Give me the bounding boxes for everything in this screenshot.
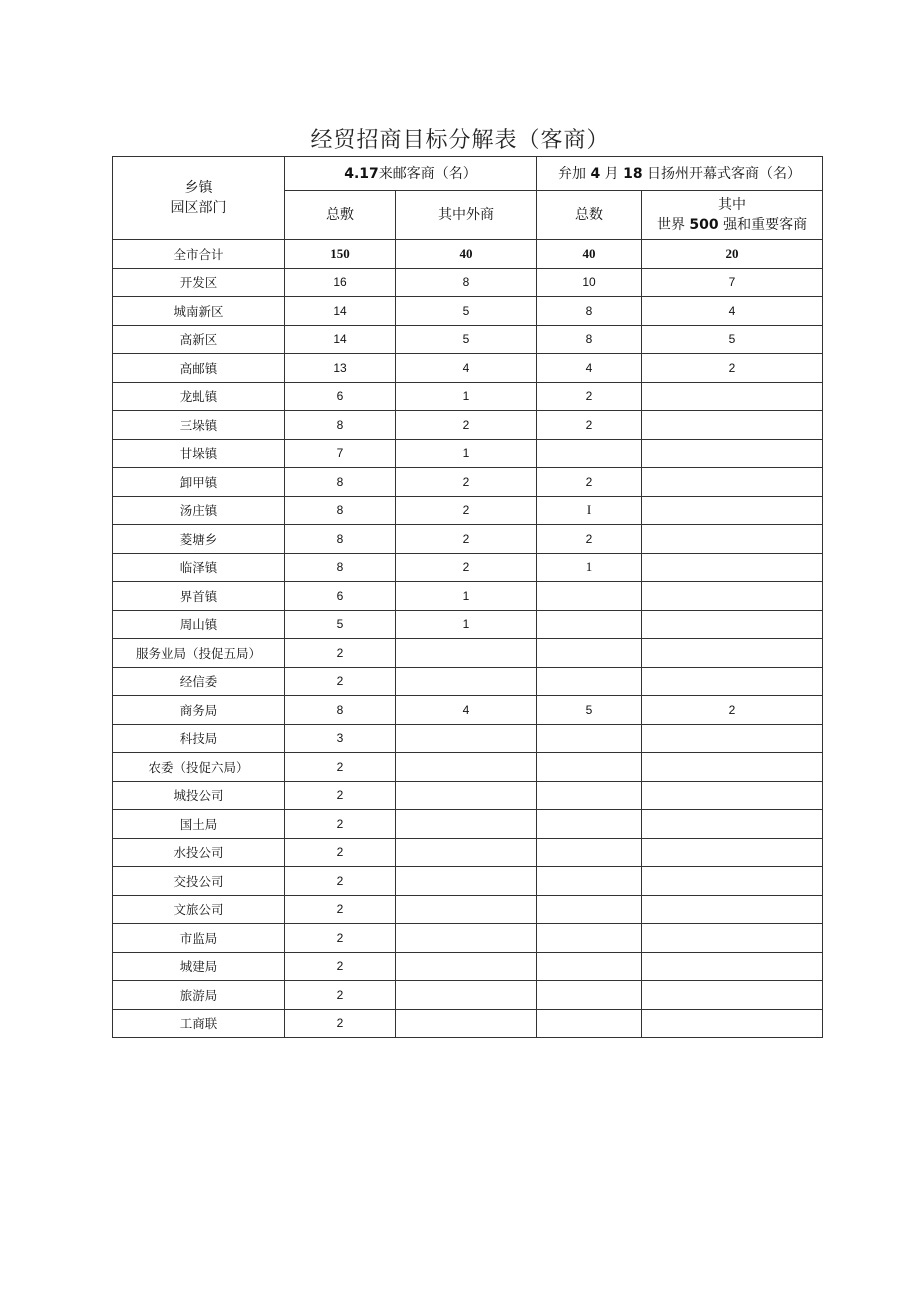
table-row [113,753,823,782]
cell-visit-total: 2 [285,753,396,782]
cell-visit-total: 2 [285,952,396,981]
table-row [113,268,823,297]
row-label: 工商联 [113,1009,285,1038]
cell-visit-foreign [396,724,537,753]
header-group-visiting-text: 来邮客商（名） [378,165,477,182]
cell-visit-foreign: 4 [396,696,537,725]
cell-visit-total: 2 [285,1009,396,1038]
cell-visit-foreign [396,810,537,839]
header-g2-sub-line1: 其中 [718,197,747,213]
cell-opening-total: 2 [537,525,642,554]
row-label: 城投公司 [113,781,285,810]
cell-opening-top500 [642,525,823,554]
header-g1-foreign: 其中外商 [396,191,537,240]
row-label: 界首镇 [113,582,285,611]
cell-visit-total: 2 [285,838,396,867]
cell-visit-total: 8 [285,525,396,554]
table-row [113,639,823,668]
cell-opening-top500 [642,781,823,810]
row-label: 卸甲镇 [113,468,285,497]
cell-visit-foreign: 1 [396,382,537,411]
cell-opening-total: 2 [537,382,642,411]
cell-opening-total: 8 [537,325,642,354]
row-label: 龙虬镇 [113,382,285,411]
row-label: 服务业局（投促五局） [113,639,285,668]
cell-visit-total: 16 [285,268,396,297]
header-g2-sub [642,191,823,240]
table-row [113,525,823,554]
table-row [113,724,823,753]
header-group-visiting-num: 4.17 [344,165,379,182]
total-row-v4: 20 [642,240,823,269]
table-row [113,411,823,440]
cell-opening-top500: 5 [642,325,823,354]
header-group-opening-num2: 18 [623,165,643,182]
cell-opening-top500 [642,496,823,525]
row-label: 经信委 [113,667,285,696]
table-row [113,553,823,582]
cell-visit-total: 2 [285,924,396,953]
cell-opening-total: 10 [537,268,642,297]
cell-opening-total: 2 [537,468,642,497]
header-group-opening-mid: 月 [604,165,619,182]
row-label: 市监局 [113,924,285,953]
row-label: 商务局 [113,696,285,725]
cell-visit-total: 8 [285,411,396,440]
row-label: 文旅公司 [113,895,285,924]
cell-visit-foreign: 5 [396,297,537,326]
cell-opening-top500 [642,867,823,896]
cell-visit-foreign [396,838,537,867]
table-row [113,867,823,896]
cell-opening-top500 [642,382,823,411]
cell-visit-total: 14 [285,325,396,354]
row-label: 汤庄镇 [113,496,285,525]
cell-opening-total [537,582,642,611]
cell-opening-top500 [642,924,823,953]
cell-visit-foreign: 1 [396,610,537,639]
total-row [113,240,823,269]
cell-opening-top500 [642,439,823,468]
cell-visit-total: 6 [285,582,396,611]
row-label: 城南新区 [113,297,285,326]
table-row [113,895,823,924]
row-label: 科技局 [113,724,285,753]
cell-opening-top500 [642,553,823,582]
cell-visit-foreign: 2 [396,468,537,497]
header-unit [113,157,285,240]
cell-opening-top500: 4 [642,297,823,326]
cell-visit-total: 2 [285,639,396,668]
table-body [113,240,823,1038]
cell-opening-total [537,895,642,924]
cell-opening-total: 1 [537,553,642,582]
total-row-label: 全市合计 [113,240,285,269]
cell-opening-top500 [642,952,823,981]
cell-visit-foreign [396,753,537,782]
cell-visit-foreign [396,867,537,896]
cell-visit-total: 8 [285,696,396,725]
cell-opening-top500 [642,895,823,924]
cell-visit-total: 7 [285,439,396,468]
row-label: 菱塘乡 [113,525,285,554]
table-row [113,354,823,383]
table-row [113,496,823,525]
total-row-v2: 40 [396,240,537,269]
cell-visit-total: 5 [285,610,396,639]
row-label: 三垛镇 [113,411,285,440]
row-label: 农委（投促六局） [113,753,285,782]
target-breakdown-table [112,156,823,1038]
cell-opening-total [537,867,642,896]
row-label: 开发区 [113,268,285,297]
cell-opening-total [537,781,642,810]
cell-visit-foreign: 2 [396,525,537,554]
cell-visit-foreign [396,952,537,981]
cell-opening-total [537,667,642,696]
cell-visit-foreign [396,667,537,696]
header-row-1 [113,157,823,191]
header-group-opening [537,157,823,191]
cell-visit-foreign: 1 [396,582,537,611]
table-row [113,439,823,468]
cell-opening-top500 [642,667,823,696]
cell-visit-total: 2 [285,810,396,839]
row-label: 国土局 [113,810,285,839]
cell-opening-top500: 2 [642,696,823,725]
header-g1-total: 总敷 [285,191,396,240]
cell-visit-total: 2 [285,981,396,1010]
header-unit-line1: 乡镇 [184,180,213,196]
cell-opening-top500: 2 [642,354,823,383]
cell-opening-top500 [642,981,823,1010]
cell-opening-total [537,981,642,1010]
cell-visit-foreign [396,781,537,810]
row-label: 旅游局 [113,981,285,1010]
cell-opening-top500 [642,838,823,867]
cell-opening-total [537,952,642,981]
header-group-visiting [285,157,537,191]
header-g2-sub-num: 500 [689,217,719,233]
cell-visit-foreign: 5 [396,325,537,354]
cell-visit-total: 13 [285,354,396,383]
cell-visit-foreign [396,1009,537,1038]
row-label: 水投公司 [113,838,285,867]
cell-opening-top500 [642,810,823,839]
cell-visit-total: 14 [285,297,396,326]
table-row [113,382,823,411]
cell-opening-top500 [642,1009,823,1038]
cell-visit-total: 2 [285,867,396,896]
cell-opening-total [537,639,642,668]
cell-opening-top500 [642,639,823,668]
cell-visit-foreign: 1 [396,439,537,468]
header-g2-sub-suffix: 强和重要客商 [723,217,808,233]
cell-opening-total [537,1009,642,1038]
table-row [113,781,823,810]
header-unit-line2: 园区部门 [170,200,227,216]
cell-opening-total [537,724,642,753]
cell-visit-foreign [396,639,537,668]
cell-opening-top500 [642,582,823,611]
row-label: 高邮镇 [113,354,285,383]
header-group-opening-num1: 4 [590,165,601,182]
cell-opening-total [537,753,642,782]
row-label: 城建局 [113,952,285,981]
cell-visit-total: 2 [285,667,396,696]
cell-opening-total: I [537,496,642,525]
table-row [113,610,823,639]
cell-visit-total: 2 [285,781,396,810]
cell-opening-total [537,610,642,639]
table-row [113,696,823,725]
table-row [113,468,823,497]
cell-opening-top500 [642,468,823,497]
table-row [113,582,823,611]
cell-opening-top500 [642,724,823,753]
cell-visit-foreign [396,895,537,924]
header-g2-sub-prefix: 世界 [656,217,685,233]
cell-visit-total: 8 [285,468,396,497]
header-group-opening-prefix: 弁加 [558,165,586,182]
table-row [113,1009,823,1038]
cell-visit-foreign [396,924,537,953]
table-row [113,325,823,354]
cell-visit-foreign: 2 [396,411,537,440]
cell-opening-total: 8 [537,297,642,326]
cell-visit-foreign [396,981,537,1010]
cell-opening-top500 [642,610,823,639]
table-row [113,952,823,981]
header-g2-total: 总数 [537,191,642,240]
cell-opening-top500 [642,411,823,440]
table-header [113,157,823,240]
cell-opening-total: 2 [537,411,642,440]
cell-visit-foreign: 4 [396,354,537,383]
cell-opening-total [537,439,642,468]
cell-visit-foreign: 8 [396,268,537,297]
cell-visit-foreign: 2 [396,553,537,582]
header-g2-sub-line2 [642,215,822,235]
table-row [113,667,823,696]
total-row-v3: 40 [537,240,642,269]
table-row [113,924,823,953]
cell-visit-total: 3 [285,724,396,753]
cell-opening-total: 4 [537,354,642,383]
cell-visit-foreign: 2 [396,496,537,525]
table-row [113,810,823,839]
row-label: 高新区 [113,325,285,354]
row-label: 周山镇 [113,610,285,639]
cell-visit-total: 2 [285,895,396,924]
row-label: 交投公司 [113,867,285,896]
cell-opening-total [537,810,642,839]
total-row-v1: 150 [285,240,396,269]
header-group-opening-text: 日扬州开幕式客商（名） [647,165,802,182]
cell-visit-total: 6 [285,382,396,411]
table-row [113,981,823,1010]
cell-opening-total [537,838,642,867]
cell-visit-total: 8 [285,553,396,582]
document-title: 经贸招商目标分解表（客商） [310,128,610,153]
row-label: 临泽镇 [113,553,285,582]
cell-opening-total: 5 [537,696,642,725]
table-row [113,297,823,326]
cell-opening-top500 [642,753,823,782]
row-label: 甘垛镇 [113,439,285,468]
cell-visit-total: 8 [285,496,396,525]
cell-opening-total [537,924,642,953]
table-row [113,838,823,867]
cell-opening-top500: 7 [642,268,823,297]
